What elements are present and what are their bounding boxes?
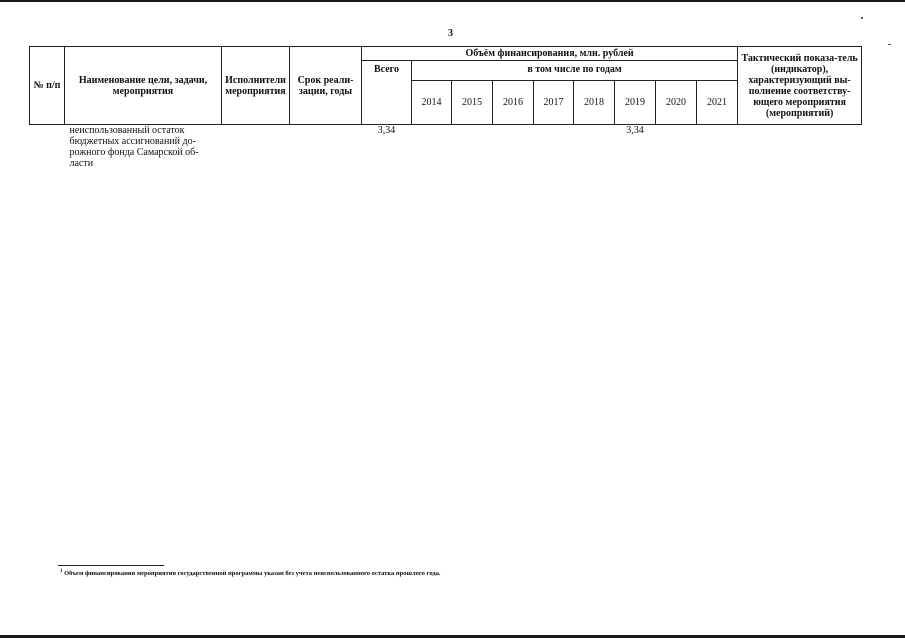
footnote-mark: 1 (60, 569, 63, 574)
scan-speck (861, 17, 863, 19)
table-row (30, 125, 862, 170)
row-name: неиспользованный остаток бюджетных ассигнований до-рожного фонда Самарской об-ласти (69, 125, 199, 169)
row-total: 3,34 (377, 125, 396, 136)
footnote (60, 569, 441, 577)
row-2019: 3,34 (626, 125, 644, 136)
header-year-2016: 2016 (493, 81, 534, 125)
page-top-edge (0, 0, 905, 2)
header-year-2020: 2020 (656, 81, 697, 125)
header-executors: Исполнители мероприятия (222, 47, 290, 125)
header-by-years: в том числе по годам (412, 61, 738, 81)
header-year-2021: 2021 (697, 81, 738, 125)
footnote-divider (58, 565, 164, 566)
scan-speck (888, 44, 891, 45)
header-num: № п/п (30, 47, 65, 125)
page-bottom-edge (0, 635, 905, 638)
header-year-2014: 2014 (412, 81, 452, 125)
header-term: Срок реали-зации, годы (290, 47, 362, 125)
financing-table (29, 46, 862, 169)
header-financing: Объём финансирования, млн. рублей (362, 47, 738, 61)
header-name: Наименование цели, задачи, мероприятия (65, 47, 222, 125)
header-indicator: Тактический показа-тель (индикатор), характеризующий вы-полнение соответству-ющего мероприятия (мероприятий) (738, 47, 862, 125)
header-year-2017: 2017 (534, 81, 574, 125)
page-number: 3 (448, 28, 453, 39)
header-year-2019: 2019 (615, 81, 656, 125)
header-year-2015: 2015 (452, 81, 493, 125)
footnote-text: Объем финансирования мероприятия государственной программы указан без учета неиспользованного остатка прошлого года. (64, 570, 441, 578)
header-year-2018: 2018 (574, 81, 615, 125)
header-total: Всего (362, 61, 412, 125)
